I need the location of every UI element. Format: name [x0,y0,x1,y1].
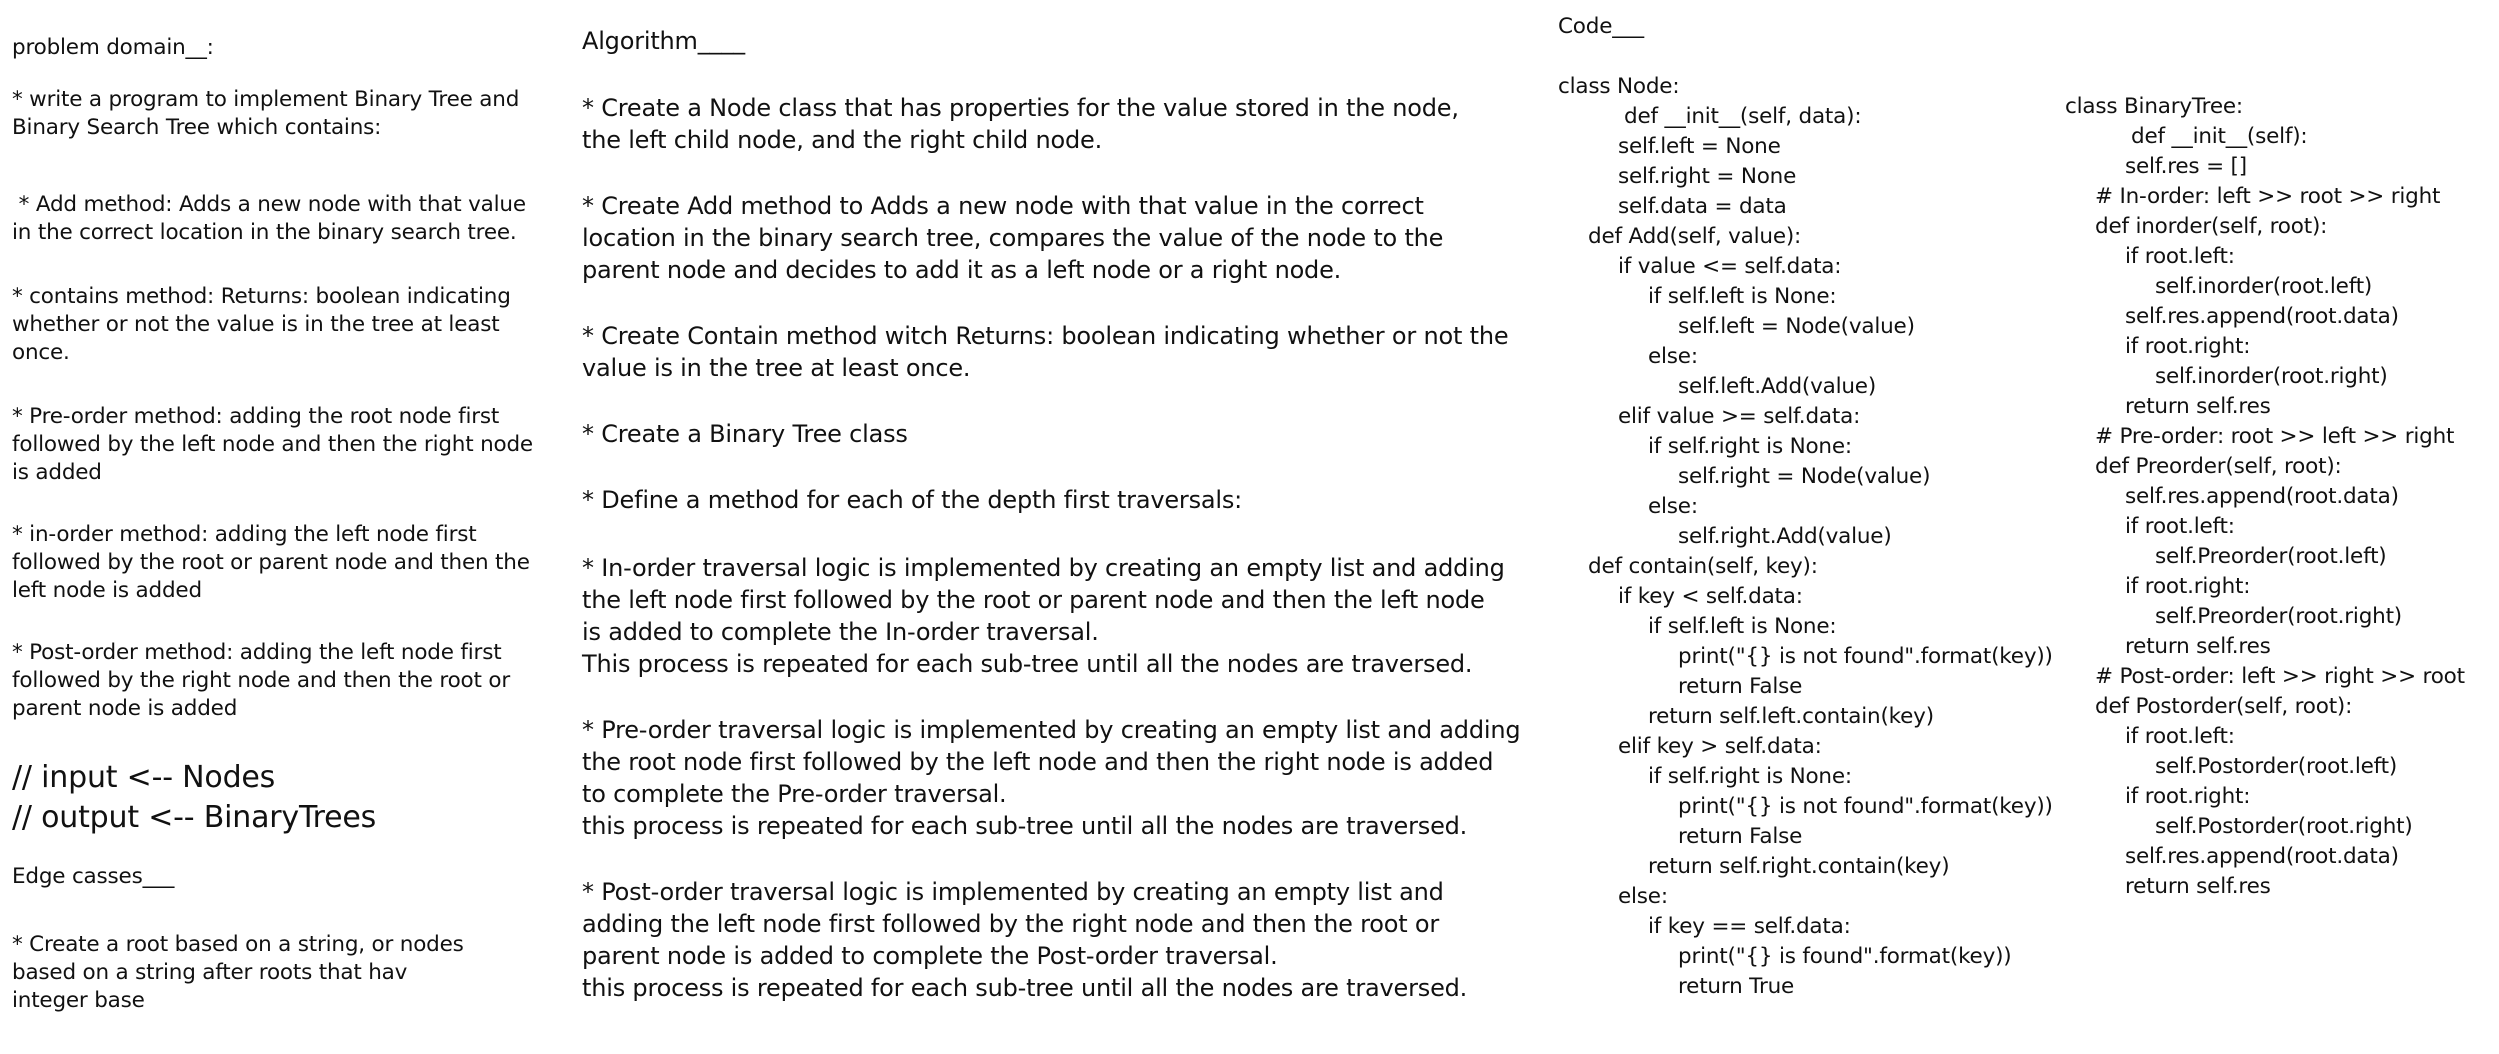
code-node-line: else: [1648,344,1698,369]
code-node-line: self.right.Add(value) [1678,524,1892,549]
problem-domain-line: * Post-order method: adding the left node first [12,640,502,665]
code-binary-tree-line: class BinaryTree: [2065,94,2243,119]
algorithm-line: * Create Contain method witch Returns: boolean indicating whether or not the [582,322,1509,350]
code-node-line: self.left = Node(value) [1678,314,1915,339]
code-binary-tree-line: return self.res [2125,874,2271,899]
problem-domain-line: based on a string after roots that hav [12,960,408,985]
code-binary-tree-line: self.Postorder(root.left) [2155,754,2398,779]
algorithm-line: * Create Add method to Adds a new node with that value in the correct [582,192,1424,220]
problem-domain-line: whether or not the value is in the tree at least [12,312,500,337]
algorithm-line: adding the left node first followed by the right node and then the root or [582,910,1440,938]
problem-domain-line: left node is added [12,578,202,603]
problem-domain-line: // output <-- BinaryTrees [12,800,377,835]
code-binary-tree-line: if root.left: [2125,244,2235,269]
code-node-line: elif value >= self.data: [1618,404,1861,429]
algorithm-line: the left node first followed by the root or parent node and then the left node [582,586,1485,614]
code-node-line: elif key > self.data: [1618,734,1822,759]
code-node-line: return self.left.contain(key) [1648,704,1934,729]
code-node-line: print("{} is not found".format(key)) [1678,794,2053,819]
code-binary-tree-line: self.res = [] [2125,154,2247,179]
code-node-line: self.left = None [1618,134,1781,159]
code-node-line: return True [1678,974,1795,999]
code-node-line: return False [1678,674,1803,699]
code-node-line: self.right = Node(value) [1678,464,1931,489]
code-binary-tree-line: if root.right: [2125,574,2251,599]
code-node-line: print("{} is not found".format(key)) [1678,644,2053,669]
problem-domain-line: * contains method: Returns: boolean indicating [12,284,511,309]
code-binary-tree-line: if root.left: [2125,514,2235,539]
code-binary-tree-line: # Pre-order: root >> left >> right [2095,424,2455,449]
algorithm-line: to complete the Pre-order traversal. [582,780,1007,808]
algorithm-line: this process is repeated for each sub-tree until all the nodes are traversed. [582,974,1468,1002]
problem-domain-line: in the correct location in the binary search tree. [12,220,517,245]
code-node-line: if self.left is None: [1648,614,1837,639]
code-node-line: if key < self.data: [1618,584,1803,609]
problem-domain-line: parent node is added [12,696,238,721]
algorithm-line: This process is repeated for each sub-tree until all the nodes are traversed. [582,650,1473,678]
algorithm-line: the left child node, and the right child node. [582,126,1103,154]
code-binary-tree-line: def inorder(self, root): [2095,214,2328,239]
code-node-line: return self.right.contain(key) [1648,854,1950,879]
code-node-line: self.data = data [1618,194,1787,219]
algorithm-line: * Post-order traversal logic is implemented by creating an empty list and [582,878,1444,906]
problem-domain-line: Edge casses___ [12,864,175,889]
algorithm-line: * Pre-order traversal logic is implemented by creating an empty list and adding [582,716,1521,744]
algorithm-line: parent node and decides to add it as a left node or a right node. [582,256,1342,284]
code-binary-tree-line: # Post-order: left >> right >> root [2095,664,2465,689]
code-node-line: print("{} is found".format(key)) [1678,944,2012,969]
code-binary-tree-line: def Preorder(self, root): [2095,454,2342,479]
algorithm-line: the root node first followed by the left node and then the right node is added [582,748,1494,776]
problem-domain-line: * Create a root based on a string, or nodes [12,932,464,957]
code-binary-tree-line: if root.left: [2125,724,2235,749]
problem-domain-line: * Add method: Adds a new node with that value [12,192,526,217]
algorithm-line: * In-order traversal logic is implemented by creating an empty list and adding [582,554,1505,582]
code-node-line: def contain(self, key): [1588,554,1818,579]
code-binary-tree-line: def __init__(self): [2131,124,2308,149]
code-node-line: if value <= self.data: [1618,254,1842,279]
code-binary-tree-line: self.Preorder(root.right) [2155,604,2402,629]
code-node-line: self.left.Add(value) [1678,374,1877,399]
code-node-line: Code___ [1558,14,1644,39]
problem-domain-line: * write a program to implement Binary Tree and [12,87,520,112]
problem-domain-line: followed by the root or parent node and then the [12,550,530,575]
code-binary-tree-line: self.Postorder(root.right) [2155,814,2413,839]
code-node-line: class Node: [1558,74,1680,99]
code-binary-tree-line: if root.right: [2125,784,2251,809]
algorithm-line: is added to complete the In-order traversal. [582,618,1099,646]
problem-domain-line: followed by the left node and then the right node [12,432,533,457]
code-binary-tree-line: if root.right: [2125,334,2251,359]
code-node-line: if self.left is None: [1648,284,1837,309]
problem-domain-line: integer base [12,988,145,1013]
algorithm-line: * Create a Binary Tree class [582,420,908,448]
code-node-line: self.right = None [1618,164,1797,189]
problem-domain-line: once. [12,340,70,365]
code-binary-tree-line: self.res.append(root.data) [2125,484,2399,509]
problem-domain-line: followed by the right node and then the root or [12,668,510,693]
code-node-line: if key == self.data: [1648,914,1851,939]
algorithm-line: * Define a method for each of the depth first traversals: [582,486,1243,514]
algorithm-line: * Create a Node class that has properties for the value stored in the node, [582,94,1459,122]
code-binary-tree-line: return self.res [2125,394,2271,419]
code-node-line: if self.right is None: [1648,764,1852,789]
code-node-line: if self.right is None: [1648,434,1852,459]
code-binary-tree-line: self.inorder(root.right) [2155,364,2388,389]
problem-domain-line: * Pre-order method: adding the root node first [12,404,500,429]
code-binary-tree-line: self.res.append(root.data) [2125,844,2399,869]
algorithm-line: this process is repeated for each sub-tree until all the nodes are traversed. [582,812,1468,840]
algorithm-line: location in the binary search tree, compares the value of the node to the [582,224,1444,252]
code-node-line: def __init__(self, data): [1624,104,1862,129]
code-node-line: def Add(self, value): [1588,224,1802,249]
code-node-line: else: [1618,884,1668,909]
problem-domain-line: // input <-- Nodes [12,760,276,795]
algorithm-line: value is in the tree at least once. [582,354,971,382]
code-binary-tree-line: # In-order: left >> root >> right [2095,184,2441,209]
code-node-line: else: [1648,494,1698,519]
algorithm-line: parent node is added to complete the Post-order traversal. [582,942,1278,970]
code-node-line: return False [1678,824,1803,849]
code-binary-tree-line: self.Preorder(root.left) [2155,544,2387,569]
code-binary-tree-line: def Postorder(self, root): [2095,694,2353,719]
problem-domain-line: problem domain__: [12,35,214,60]
problem-domain-line: Binary Search Tree which contains: [12,115,382,140]
code-binary-tree-line: return self.res [2125,634,2271,659]
code-binary-tree-line: self.inorder(root.left) [2155,274,2373,299]
code-binary-tree-line: self.res.append(root.data) [2125,304,2399,329]
problem-domain-line: * in-order method: adding the left node first [12,522,477,547]
problem-domain-line: is added [12,460,102,485]
algorithm-line: Algorithm____ [582,27,745,55]
